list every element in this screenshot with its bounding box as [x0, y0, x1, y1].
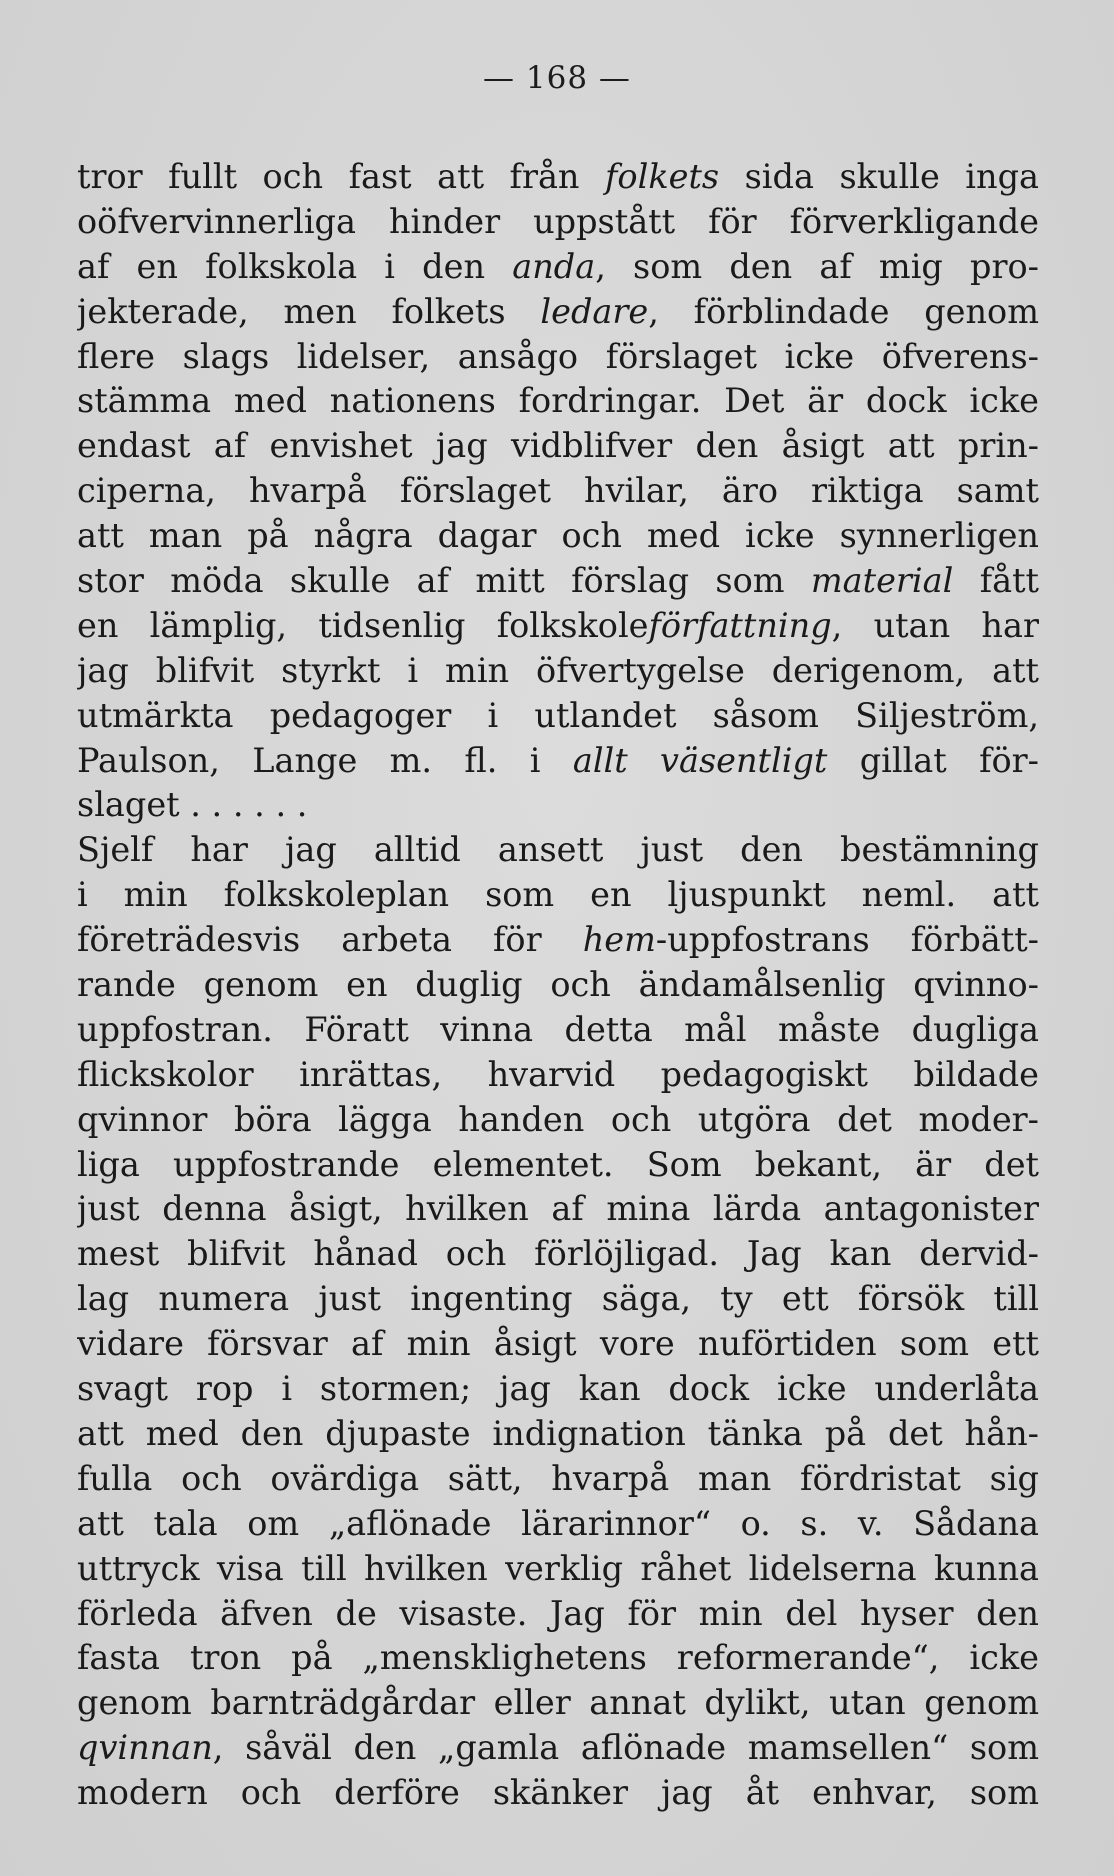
text-line	[77, 963, 1039, 1008]
text-segment: ciperna, hvarpå förslaget hvilar, äro riktiga samt	[77, 471, 1039, 511]
text-segment: oöfvervinnerliga hinder uppstått för förverkligande	[77, 201, 1039, 241]
text-line	[77, 1771, 1039, 1816]
text-segment: , förblindade genom	[648, 291, 1039, 331]
text-segment: just denna åsigt, hvilken af mina lärda antagonister	[77, 1189, 1039, 1229]
text-segment: , som den af mig pro-	[595, 246, 1039, 286]
text-line	[77, 1232, 1039, 1277]
text-line	[77, 155, 1039, 200]
text-segment: jekterade, men folkets	[77, 291, 541, 331]
text-line	[77, 1053, 1039, 1098]
text-segment: -uppfostrans förbätt-	[655, 920, 1039, 960]
text-line	[77, 1681, 1039, 1726]
text-segment: lag numera just ingenting säga, ty ett försök till	[77, 1279, 1039, 1319]
text-segment: Paulson, Lange m. fl. i	[77, 740, 573, 780]
page-number: — 168 —	[483, 60, 631, 96]
italic-text: material	[810, 561, 954, 601]
text-line	[77, 739, 1039, 784]
text-line	[77, 1277, 1039, 1322]
text-line	[77, 918, 1039, 963]
text-segment: modern och derföre skänker jag åt enhvar, som	[77, 1773, 1039, 1813]
italic-text: allt väsentligt	[572, 740, 828, 780]
text-line	[77, 1008, 1039, 1053]
text-segment: qvinnor böra lägga handen och utgöra det moder-	[77, 1099, 1039, 1139]
text-segment: att med den djupaste indignation tänka på det hån-	[77, 1413, 1039, 1453]
text-segment: sida skulle inga	[719, 157, 1039, 196]
text-segment: uttryck visa till hvilken verklig råhet lidelserna kunna	[77, 1548, 1039, 1588]
italic-text: anda	[512, 246, 596, 286]
text-line	[77, 1502, 1039, 1547]
text-line	[77, 1143, 1039, 1188]
text-line	[77, 694, 1039, 739]
text-line	[77, 828, 1039, 873]
text-segment: jag blifvit styrkt i min öfvertygelse derigenom, att	[77, 650, 1039, 690]
text-line	[77, 200, 1039, 245]
text-segment: , utan har	[831, 605, 1039, 645]
text-line	[77, 1187, 1039, 1232]
text-line	[77, 1322, 1039, 1367]
italic-text: folkets	[605, 157, 720, 196]
body-text	[77, 155, 1039, 1816]
text-line	[77, 1636, 1039, 1681]
text-segment: svagt rop i stormen; jag kan dock icke underlåta	[77, 1369, 1039, 1409]
text-segment: fasta tron på „mensklighetens reformerande“, icke	[77, 1638, 1039, 1678]
text-segment: af en folkskola i den	[77, 246, 513, 286]
text-segment: att man på några dagar och med icke synnerligen	[77, 516, 1039, 556]
text-line	[77, 245, 1039, 290]
text-line	[77, 1457, 1039, 1502]
text-segment: i min folkskoleplan som en ljuspunkt neml. att	[77, 875, 1039, 915]
text-segment: att tala om „aflönade lärarinnor“ o. s. v. Sådana	[77, 1503, 1039, 1543]
text-line	[77, 1098, 1039, 1143]
text-segment: liga uppfostrande elementet. Som bekant, är det	[77, 1144, 1039, 1184]
text-line	[77, 379, 1039, 424]
text-line	[77, 649, 1039, 694]
text-line	[77, 290, 1039, 335]
text-line	[77, 1367, 1039, 1412]
text-segment: utmärkta pedagoger i utlandet såsom Siljeström,	[77, 695, 1039, 735]
text-segment: företrädesvis arbeta för	[77, 920, 583, 960]
text-segment: förleda äfven de visaste. Jag för min del hyser den	[77, 1593, 1039, 1633]
text-line	[77, 1726, 1039, 1771]
text-segment: stämma med nationens fordringar. Det är dock icke	[77, 381, 1039, 421]
text-segment: slaget . . . . . .	[77, 785, 308, 825]
italic-text: hem	[582, 920, 656, 960]
text-segment: uppfostran. Föratt vinna detta mål måste dugliga	[77, 1009, 1039, 1049]
text-line	[77, 1592, 1039, 1637]
text-segment: rande genom en duglig och ändamålsenlig qvinno-	[77, 965, 1039, 1005]
text-segment: flere slags lidelser, ansågo förslaget icke öfverens-	[77, 336, 1039, 376]
text-line	[77, 514, 1039, 559]
text-line	[77, 1547, 1039, 1592]
text-segment: stor möda skulle af mitt förslag som	[77, 561, 811, 601]
italic-text: ledare	[540, 291, 649, 331]
text-line	[77, 335, 1039, 380]
italic-text: qvinnan	[77, 1728, 213, 1768]
text-line	[77, 559, 1039, 604]
text-line	[77, 424, 1039, 469]
text-segment: Sjelf har jag alltid ansett just den bestämning	[77, 830, 1039, 870]
text-segment: tror fullt och fast att från	[77, 157, 606, 196]
text-line	[77, 469, 1039, 514]
text-segment: genom barnträdgårdar eller annat dylikt, utan genom	[77, 1683, 1039, 1723]
text-segment: fått	[953, 561, 1039, 601]
text-line	[77, 1412, 1039, 1457]
text-segment: vidare försvar af min åsigt vore nuförtiden som ett	[77, 1324, 1039, 1364]
text-segment: mest blifvit hånad och förlöjligad. Jag kan dervid-	[77, 1234, 1039, 1274]
text-line	[77, 783, 1039, 828]
text-segment: en lämplig, tidsenlig folkskole	[77, 605, 649, 645]
text-line	[77, 604, 1039, 649]
text-segment: fulla och ovärdiga sätt, hvarpå man fördristat sig	[77, 1458, 1039, 1498]
text-segment: gillat för-	[827, 740, 1039, 780]
text-line	[77, 873, 1039, 918]
text-segment: , såväl den „gamla aflönade mamsellen“ som	[212, 1728, 1039, 1768]
italic-text: författning	[648, 605, 832, 645]
text-segment: flickskolor inrättas, hvarvid pedagogiskt bildade	[77, 1054, 1039, 1094]
text-segment: endast af envishet jag vidblifver den åsigt att prin-	[77, 426, 1039, 466]
